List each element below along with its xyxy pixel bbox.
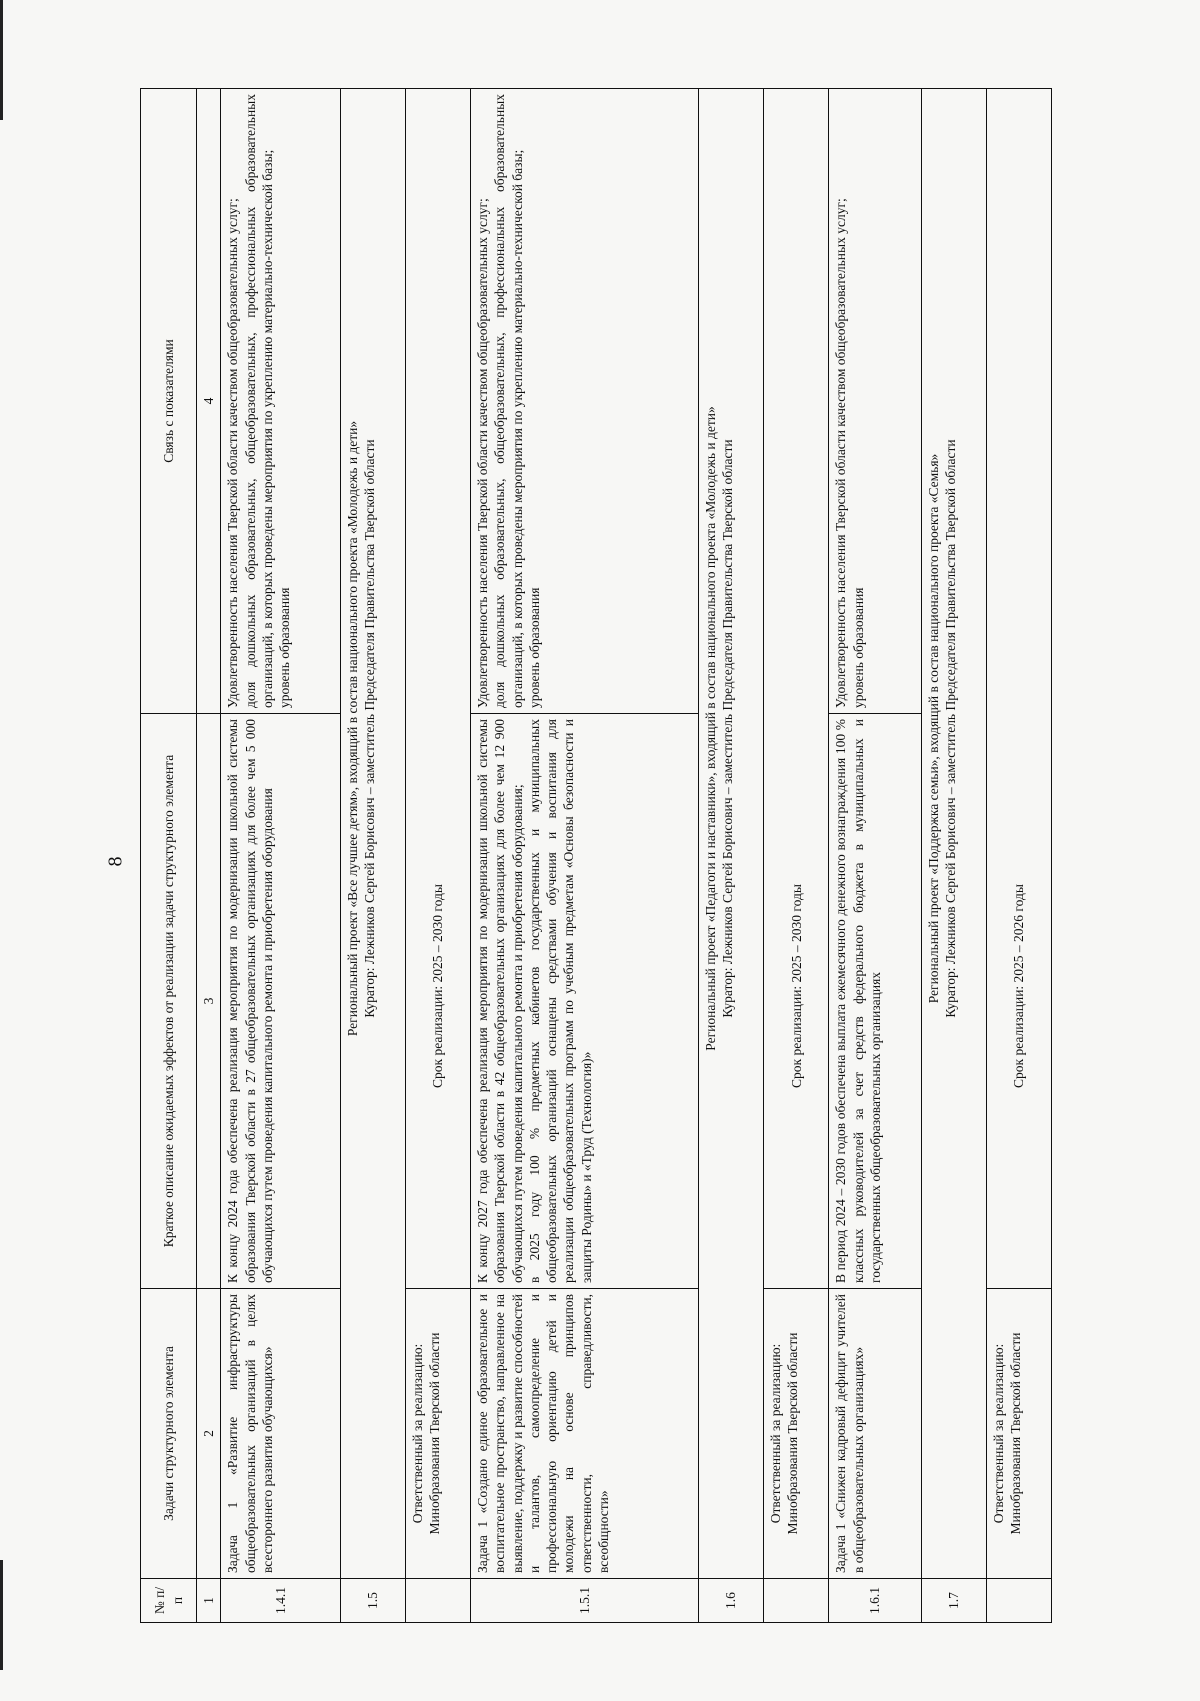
structural-elements-table <box>140 88 1052 1623</box>
term-cell: Срок реализации: 2025 – 2026 годы <box>986 89 1051 1289</box>
project-row <box>698 89 763 1623</box>
responsible-label: Ответственный за реализацию: <box>409 1343 425 1524</box>
responsible-label: Ответственный за реализацию: <box>990 1343 1006 1524</box>
indicator-text: доля дошкольных образовательных, общеобразовательных, профессиональных образовательных организаций, в которых проведены мероприятия по укреплению материально-технической базы; <box>492 94 525 708</box>
description-cell: К концу 2024 года обеспечена реализация мероприятия по модернизации школьной системы образования Тверской области в 27 общеобразовательных организациях для более чем 5 000 обучающихся путем проведения капитального ремонта и приобретения оборудования <box>221 714 340 1289</box>
header-number: № п/п <box>141 1579 197 1623</box>
responsible-label: Ответственный за реализацию: <box>768 1343 784 1524</box>
table-row <box>471 89 699 1623</box>
header-description: Краткое описание ожидаемых эффектов от реализации задачи структурного элемента <box>141 714 197 1289</box>
indicator-text: уровень образования <box>277 587 293 708</box>
responsible-row <box>764 89 829 1623</box>
project-title-cell <box>698 89 763 1579</box>
row-number: 1.6.1 <box>829 1579 921 1623</box>
indicator-text: уровень образования <box>850 587 866 708</box>
project-title-cell <box>921 89 986 1579</box>
empty-cell <box>986 1579 1051 1623</box>
task-cell: Задача 1 «Развитие инфраструктуры общеобразовательных организаций в целях всестороннего развития обучающихся» <box>221 1289 340 1579</box>
column-number: 1 <box>197 1579 221 1623</box>
indicators-cell <box>829 89 921 714</box>
indicators-cell <box>221 89 340 714</box>
indicator-text: уровень образования <box>526 587 542 708</box>
row-number: 1.5 <box>340 1579 405 1623</box>
term-cell: Срок реализации: 2025 – 2030 годы <box>764 89 829 1289</box>
page-number: 8 <box>104 856 127 867</box>
description-text: К концу 2027 года обеспечена реализация мероприятия по модернизации школьной системы образования Тверской области в 42 общеобразовательных организациях для более чем 12 900 обучающихся путем проведения капитального ремонта и приобретения оборудования; <box>475 719 525 1283</box>
table-header-row <box>141 89 197 1623</box>
project-row <box>340 89 405 1623</box>
description-cell: В период 2024 – 2030 годов обеспечена выплата ежемесячного денежного вознаграждения 100 % классных руководителей за счет средств федерального бюджета в муниципальных и государственных общеобразовательных организациях <box>829 714 921 1289</box>
header-tasks: Задачи структурного элемента <box>141 1289 197 1579</box>
responsible-row <box>405 89 470 1623</box>
project-row <box>921 89 986 1623</box>
table-row <box>221 89 340 1623</box>
indicator-text: Удовлетворенность населения Тверской области качеством общеобразовательных услуг; <box>833 198 849 708</box>
responsible-row <box>986 89 1051 1623</box>
column-number: 3 <box>197 714 221 1289</box>
column-number: 2 <box>197 1289 221 1579</box>
row-number: 1.4.1 <box>221 1579 340 1623</box>
column-number-row <box>197 89 221 1623</box>
project-title-cell <box>340 89 405 1579</box>
indicators-cell <box>471 89 699 714</box>
project-curator: Куратор: Лежников Сергей Борисович – заместитель Председателя Правительства Тверской области <box>942 439 958 1018</box>
rotated-table-container <box>140 88 1052 1623</box>
indicator-text: доля дошкольных образовательных, общеобразовательных, профессиональных образовательных организаций, в которых проведены мероприятия по укреплению материально-технической базы; <box>242 94 275 708</box>
row-number: 1.6 <box>698 1579 763 1623</box>
column-number: 4 <box>197 89 221 714</box>
term-cell: Срок реализации: 2025 – 2030 годы <box>405 89 470 1289</box>
scan-edge-mark <box>0 0 3 120</box>
indicator-text: Удовлетворенность населения Тверской области качеством общеобразовательных услуг; <box>475 198 491 708</box>
project-curator: Куратор: Лежников Сергей Борисович – заместитель Председателя Правительства Тверской области <box>361 439 377 1018</box>
task-cell: Задача 1 «Создано единое образовательное и воспитательное пространство, направленное на выявление, поддержку и развитие способностей и талантов, самоопределение и профессиональную ориентацию детей и молодежи на основе принципов ответственности, справедливости, всеобщности» <box>471 1289 699 1579</box>
responsible-cell <box>405 1289 470 1579</box>
responsible-org: Минобразования Тверской области <box>1008 1332 1023 1535</box>
scan-edge-mark <box>0 1560 3 1670</box>
header-indicators: Связь с показателями <box>141 89 197 714</box>
project-title: Региональный проект «Поддержка семьи», входящий в состав национального проекта «Семья» <box>925 453 941 1004</box>
responsible-org: Минобразования Тверской области <box>785 1332 801 1535</box>
task-cell: Задача 1 «Снижен кадровый дефицит учителей в общеобразовательных организациях» <box>829 1289 921 1579</box>
row-number: 1.5.1 <box>471 1579 699 1623</box>
description-text: в 2025 году 100 % предметных кабинетов государственных и муниципальных общеобразовательных организаций оснащены средствами обучения и воспитания для реализации общеобразовательных программ по учебным предметам «Основы безопасности и защиты Родины» и «Труд (Технология)» <box>526 719 594 1283</box>
empty-cell <box>764 1579 829 1623</box>
row-number: 1.7 <box>921 1579 986 1623</box>
responsible-org: Минобразования Тверской области <box>427 1332 443 1535</box>
project-title: Региональный проект «Педагоги и наставники», входящий в состав национального проекта «Молодежь и дети» <box>702 406 718 1051</box>
project-curator: Куратор: Лежников Сергей Борисович – заместитель Председателя Правительства Тверской области <box>720 439 736 1018</box>
description-cell <box>471 714 699 1289</box>
indicator-text: Удовлетворенность населения Тверской области качеством общеобразовательных услуг; <box>225 198 241 708</box>
table-row <box>829 89 921 1623</box>
responsible-cell <box>986 1289 1051 1579</box>
empty-cell <box>405 1579 470 1623</box>
project-title: Региональный проект «Все лучшее детям», входящий в состав национального проекта «Молодежь и дети» <box>344 420 360 1037</box>
responsible-cell <box>764 1289 829 1579</box>
